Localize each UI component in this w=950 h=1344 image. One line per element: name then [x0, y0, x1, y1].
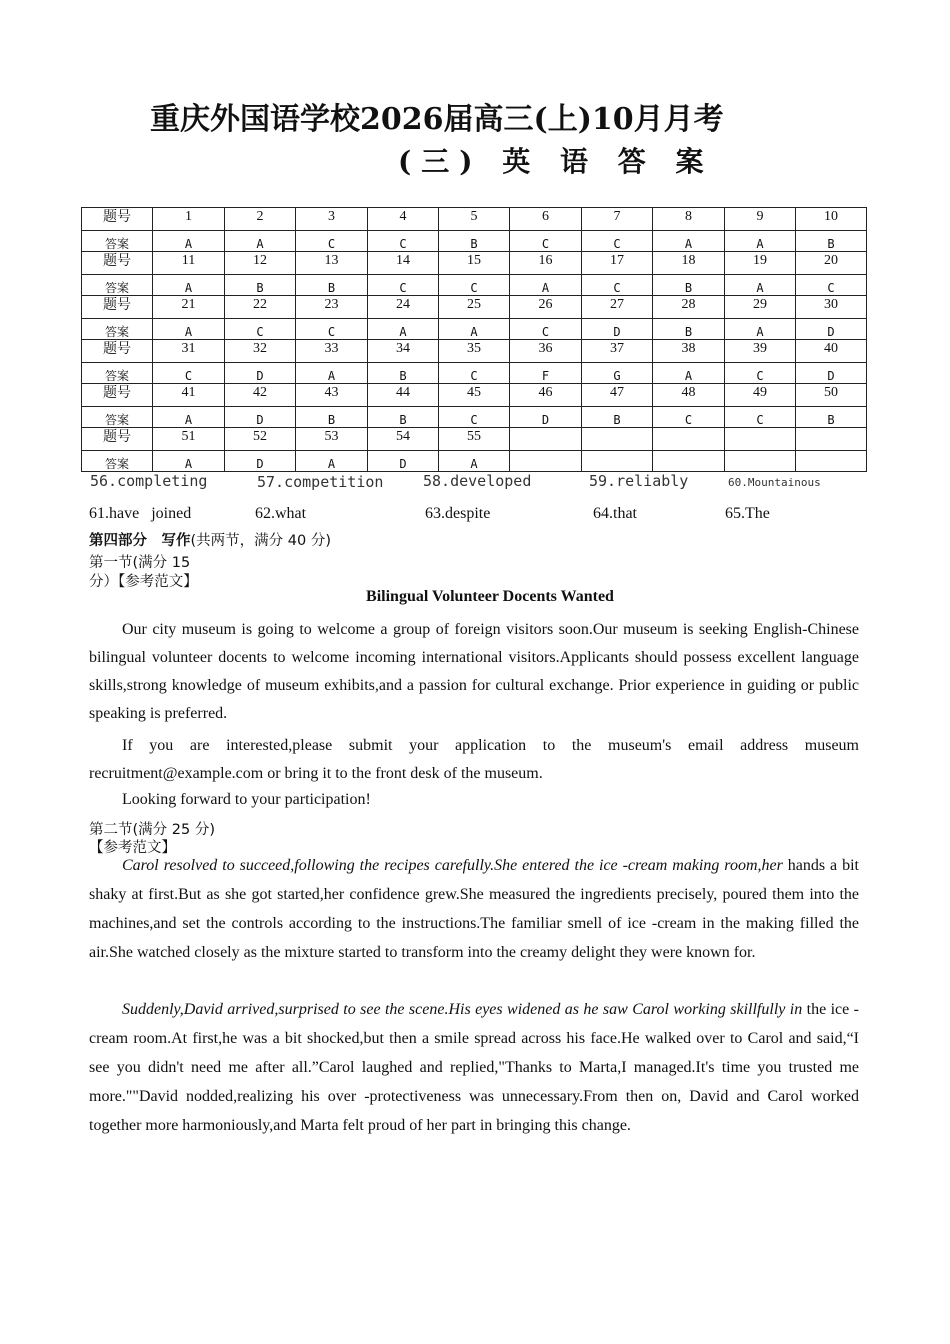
answer-cell: C [510, 319, 582, 340]
question-row [82, 296, 867, 319]
question-number-label: 题号 [82, 208, 153, 231]
answer-cell: C [296, 319, 368, 340]
question-number-cell: 31 [153, 340, 225, 363]
question-number-cell: 51 [153, 428, 225, 451]
answer-cell: C [510, 231, 582, 252]
question-number-cell: 9 [725, 208, 796, 231]
answer-label: 答案 [82, 407, 153, 428]
question-number-cell [796, 428, 867, 451]
answer-cell: A [653, 231, 725, 252]
answer-cell: D [225, 451, 296, 472]
essay2-paragraph-2-italic: Suddenly,David arrived,surprised to see the scene.His eyes widened as he saw Carol working skillfully in [122, 1001, 803, 1018]
question-number-cell: 50 [796, 384, 867, 407]
exam-subtitle: (三) 英 语 答 案 [398, 145, 714, 178]
section1-label-line2: 分）【参考范文】 [89, 574, 198, 590]
answer-cell: B [225, 275, 296, 296]
answer-cell: A [439, 451, 510, 472]
answer-row [82, 275, 867, 296]
answer-cell: D [225, 407, 296, 428]
question-number-cell: 38 [653, 340, 725, 363]
answer-cell: C [296, 231, 368, 252]
answer-cell: A [296, 363, 368, 384]
answer-56: 56.completing [90, 472, 208, 490]
answer-cell: A [510, 275, 582, 296]
answer-label: 答案 [82, 363, 153, 384]
question-row [82, 384, 867, 407]
answer-57: 57.competition [257, 473, 384, 491]
question-number-cell: 30 [796, 296, 867, 319]
question-number-cell: 4 [368, 208, 439, 231]
answer-cell: B [296, 407, 368, 428]
answer-cell [510, 451, 582, 472]
question-number-cell: 46 [510, 384, 582, 407]
question-number-label: 题号 [82, 296, 153, 319]
question-number-cell: 44 [368, 384, 439, 407]
question-number-cell: 32 [225, 340, 296, 363]
essay1-paragraph-1: Our city museum is going to welcome a group of foreign visitors soon.Our museum is seeking English-Chinese bilingual volunteer docents to welcome incoming international visitors.Applicants should possess excellent language skills,strong knowledge of museum exhibits,and a passion for cultural exchange. Prior experience in guiding or public speaking is preferred. [89, 621, 859, 722]
answer-cell: A [153, 275, 225, 296]
answer-60: 60.Mountainous [728, 476, 821, 489]
answer-row [82, 363, 867, 384]
answer-59: 59.reliably [589, 472, 689, 490]
question-number-cell: 6 [510, 208, 582, 231]
answer-cell: C [439, 407, 510, 428]
answer-61: 61.have joined [89, 505, 192, 522]
essay2-paragraph-1-rest: hands a bit shaky at first.But as she got started,her confidence grew.She measured the ingredients precisely, poured them into the machines,and set the controls according to the instructions.The familiar smell of ice -cream in the making filled the air.She watched closely as the mixture started to transform into the creamy delight they were known for. [89, 857, 859, 961]
question-number-cell: 35 [439, 340, 510, 363]
question-number-cell: 17 [582, 252, 653, 275]
question-number-cell: 1 [153, 208, 225, 231]
answer-cell: D [225, 363, 296, 384]
answer-row [82, 231, 867, 252]
answer-cell: B [296, 275, 368, 296]
answer-cell: C [225, 319, 296, 340]
question-number-cell: 12 [225, 252, 296, 275]
answer-cell: C [725, 407, 796, 428]
essay2-paragraph-1-italic: Carol resolved to succeed,following the recipes carefully.She entered the ice -cream making room,her [122, 857, 783, 874]
essay2-paragraph-1 [89, 851, 859, 967]
question-number-cell: 19 [725, 252, 796, 275]
answer-table [81, 207, 867, 472]
answer-cell: A [153, 451, 225, 472]
answer-cell: A [368, 319, 439, 340]
question-row [82, 340, 867, 363]
question-number-cell: 7 [582, 208, 653, 231]
answer-cell: A [725, 275, 796, 296]
question-number-cell: 13 [296, 252, 368, 275]
question-number-cell [510, 428, 582, 451]
part4-heading-rest: (共两节，满分 40 分) [190, 533, 331, 549]
section1-label-line1: 第一节(满分 15 [89, 555, 191, 571]
question-number-cell: 41 [153, 384, 225, 407]
question-number-cell [725, 428, 796, 451]
answer-58: 58.developed [423, 472, 532, 490]
part4-heading [89, 529, 331, 550]
answer-label: 答案 [82, 319, 153, 340]
answer-cell: A [153, 319, 225, 340]
answer-cell: B [796, 407, 867, 428]
question-number-label: 题号 [82, 252, 153, 275]
essay1-title: Bilingual Volunteer Docents Wanted [366, 588, 614, 605]
question-number-cell: 8 [653, 208, 725, 231]
question-number-cell: 25 [439, 296, 510, 319]
answer-cell: C [796, 275, 867, 296]
question-number-cell: 49 [725, 384, 796, 407]
essay1-paragraph-2: If you are interested,please submit your application to the museum's email address museum recruitment@example.com or bring it to the front desk of the museum. [89, 737, 859, 782]
answer-cell: C [439, 363, 510, 384]
question-number-cell: 26 [510, 296, 582, 319]
question-number-cell: 11 [153, 252, 225, 275]
answer-64: 64.that [593, 505, 637, 522]
answer-63: 63.despite [425, 505, 491, 522]
answer-cell: C [582, 275, 653, 296]
answer-cell: A [725, 231, 796, 252]
answer-cell: A [153, 407, 225, 428]
question-row [82, 428, 867, 451]
answer-cell: C [153, 363, 225, 384]
answer-cell: D [582, 319, 653, 340]
question-number-cell: 21 [153, 296, 225, 319]
answer-cell: B [439, 231, 510, 252]
question-number-cell: 14 [368, 252, 439, 275]
answer-cell [582, 451, 653, 472]
answer-cell: A [153, 231, 225, 252]
question-number-cell [582, 428, 653, 451]
answer-row [82, 451, 867, 472]
question-number-cell: 37 [582, 340, 653, 363]
question-number-cell: 36 [510, 340, 582, 363]
answer-cell: C [439, 275, 510, 296]
question-number-cell: 33 [296, 340, 368, 363]
answer-cell: C [725, 363, 796, 384]
answer-cell: B [368, 363, 439, 384]
question-number-cell: 22 [225, 296, 296, 319]
answer-label: 答案 [82, 231, 153, 252]
question-number-cell: 29 [725, 296, 796, 319]
section2-label-line1: 第二节(满分 25 分) [89, 822, 215, 838]
answer-cell: D [368, 451, 439, 472]
answer-cell [653, 451, 725, 472]
answer-cell: B [653, 275, 725, 296]
answer-62: 62.what [255, 505, 307, 522]
answer-cell: B [582, 407, 653, 428]
answer-cell: C [582, 231, 653, 252]
question-number-cell: 55 [439, 428, 510, 451]
answer-cell [725, 451, 796, 472]
question-number-cell: 40 [796, 340, 867, 363]
answer-cell: B [368, 407, 439, 428]
question-number-label: 题号 [82, 340, 153, 363]
question-number-cell: 27 [582, 296, 653, 319]
question-number-cell: 20 [796, 252, 867, 275]
answer-cell: D [510, 407, 582, 428]
answer-65: 65.The [725, 505, 770, 522]
question-number-cell: 43 [296, 384, 368, 407]
question-number-cell: 2 [225, 208, 296, 231]
question-number-cell: 54 [368, 428, 439, 451]
question-number-cell: 34 [368, 340, 439, 363]
answer-label: 答案 [82, 275, 153, 296]
question-number-label: 题号 [82, 384, 153, 407]
part4-heading-bold: 第四部分 写作 [89, 533, 191, 549]
question-number-cell: 45 [439, 384, 510, 407]
question-number-cell: 39 [725, 340, 796, 363]
question-number-cell: 24 [368, 296, 439, 319]
answer-row [82, 407, 867, 428]
answer-cell: B [653, 319, 725, 340]
question-number-cell: 52 [225, 428, 296, 451]
answer-cell: D [796, 363, 867, 384]
question-number-cell: 53 [296, 428, 368, 451]
answer-cell [796, 451, 867, 472]
answer-cell: G [582, 363, 653, 384]
essay1-paragraph-3: Looking forward to your participation! [122, 791, 371, 808]
question-row [82, 252, 867, 275]
question-number-cell: 18 [653, 252, 725, 275]
question-number-cell: 3 [296, 208, 368, 231]
answer-cell: B [796, 231, 867, 252]
question-number-label: 题号 [82, 428, 153, 451]
question-row [82, 208, 867, 231]
section2-label-line2: 【参考范文】 [89, 840, 176, 856]
question-number-cell: 23 [296, 296, 368, 319]
answer-cell: A [653, 363, 725, 384]
essay2-paragraph-2 [89, 995, 859, 1140]
answer-label: 答案 [82, 451, 153, 472]
question-number-cell: 5 [439, 208, 510, 231]
answer-row [82, 319, 867, 340]
question-number-cell: 42 [225, 384, 296, 407]
answer-cell: C [368, 231, 439, 252]
answer-cell: C [653, 407, 725, 428]
answer-cell: A [439, 319, 510, 340]
question-number-cell: 48 [653, 384, 725, 407]
question-number-cell: 47 [582, 384, 653, 407]
question-number-cell: 16 [510, 252, 582, 275]
answer-cell: A [296, 451, 368, 472]
answer-cell: C [368, 275, 439, 296]
exam-title: 重庆外国语学校2026届高三(上)10月月考 [150, 102, 724, 137]
question-number-cell: 28 [653, 296, 725, 319]
essay2-paragraph-2-rest: the ice -cream room.At first,he was a bit shocked,but then a smile spread across his face.He walked over to Carol and said,“I see you didn't need me after all.”Carol laughed and replied,"Thanks to Marta,I managed.It's time you trusted me more.""David nodded,realizing his over -protectiveness was unnecessary.From then on, David and Carol worked together more harmoniously,and Marta felt proud of her part in bringing this change. [89, 1001, 860, 1134]
question-number-cell: 10 [796, 208, 867, 231]
answer-cell: A [725, 319, 796, 340]
answer-cell: D [796, 319, 867, 340]
answer-cell: F [510, 363, 582, 384]
answer-cell: A [225, 231, 296, 252]
question-number-cell: 15 [439, 252, 510, 275]
question-number-cell [653, 428, 725, 451]
